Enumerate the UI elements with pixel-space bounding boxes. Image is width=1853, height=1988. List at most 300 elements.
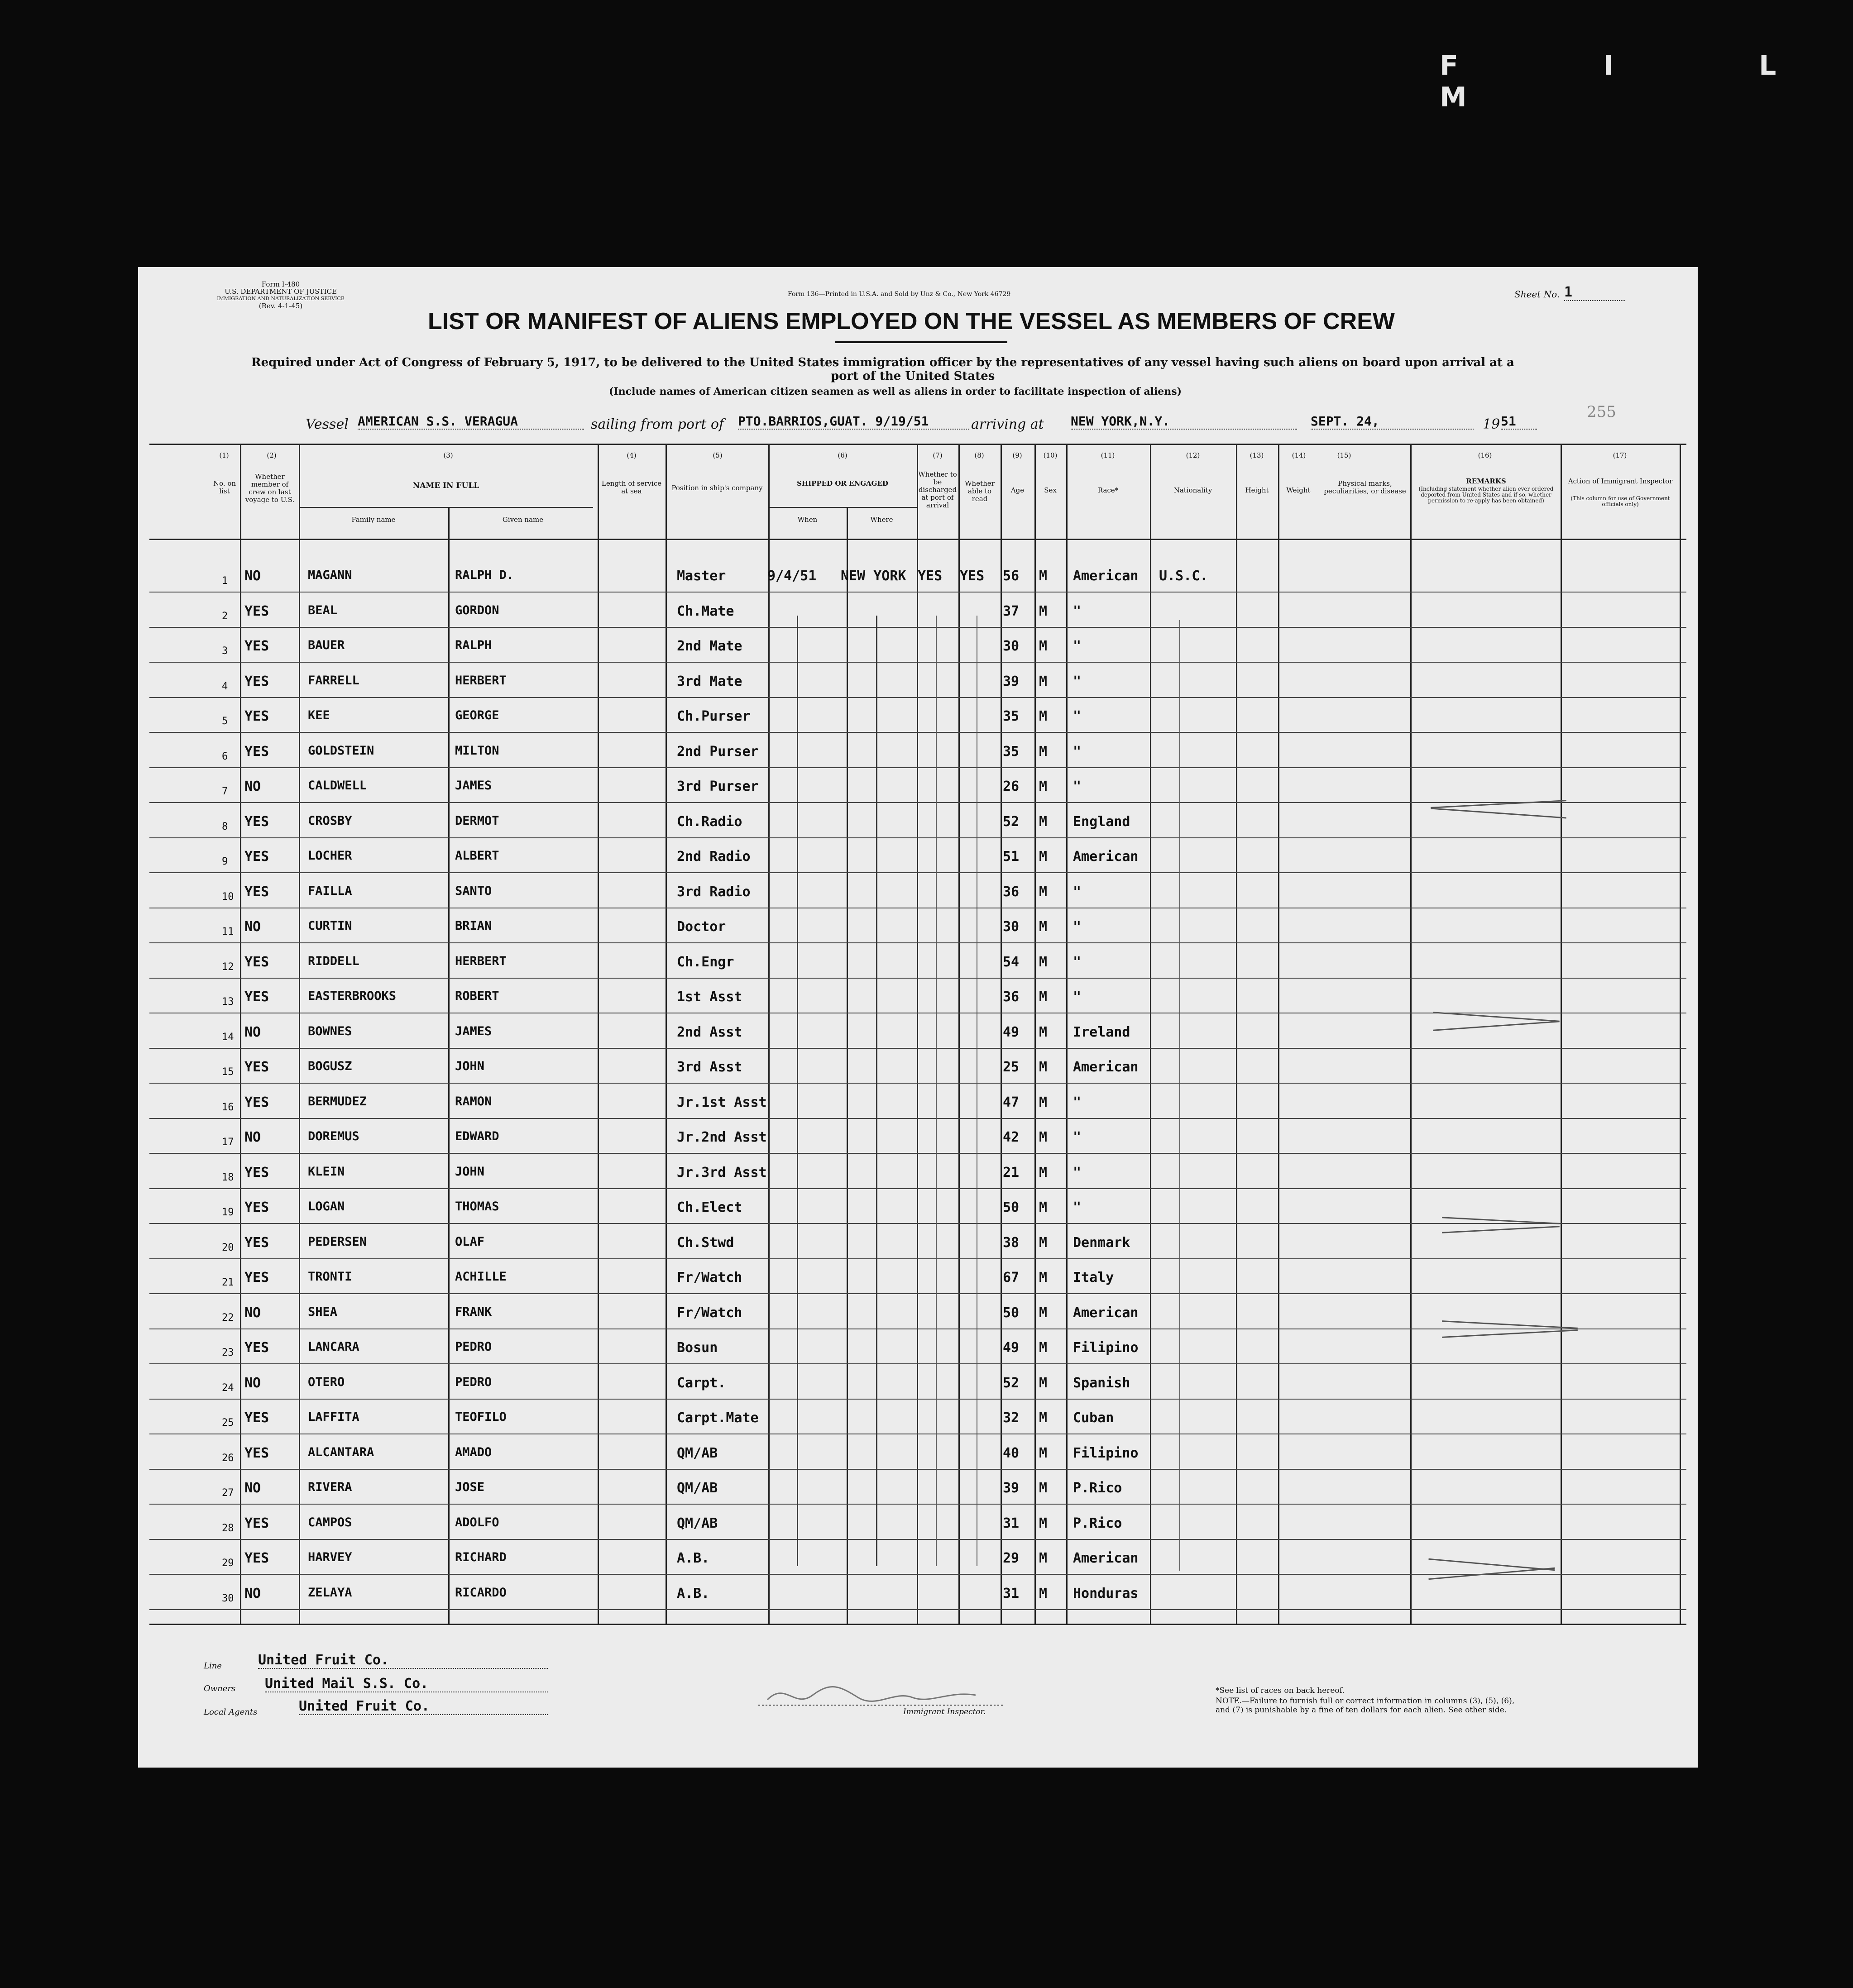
row-rule bbox=[149, 662, 1686, 663]
row-rule bbox=[149, 1504, 1686, 1505]
race-cell: " bbox=[1073, 884, 1082, 900]
header-given-name: Given name bbox=[502, 516, 544, 524]
family-name-cell: GOLDSTEIN bbox=[308, 743, 374, 758]
race-cell: " bbox=[1073, 1164, 1082, 1180]
line-value: United Fruit Co. bbox=[258, 1652, 548, 1669]
form-id-block bbox=[213, 281, 349, 310]
col-num-15: (15) bbox=[1337, 451, 1351, 459]
ditto-stroke bbox=[876, 616, 877, 1566]
age-cell: 39 bbox=[1003, 1480, 1020, 1496]
age-cell: 39 bbox=[1003, 673, 1020, 689]
col-divider bbox=[1066, 444, 1068, 1625]
race-cell: Filipino bbox=[1073, 1340, 1139, 1356]
crew-flag-cell: NO bbox=[244, 568, 261, 584]
row-rule bbox=[149, 1048, 1686, 1049]
row-rule bbox=[149, 1118, 1686, 1119]
family-name-cell: RIDDELL bbox=[308, 954, 359, 968]
given-name-cell: JOHN bbox=[455, 1059, 485, 1073]
arriving-port: NEW YORK,N.Y. bbox=[1071, 414, 1297, 430]
position-cell: QM/AB bbox=[677, 1515, 718, 1531]
service-name: IMMIGRATION AND NATURALIZATION SERVICE bbox=[217, 296, 345, 301]
given-name-cell: ROBERT bbox=[455, 989, 499, 1003]
header-name-in-full: NAME IN FULL bbox=[412, 481, 479, 490]
document-title: LIST OR MANIFEST OF ALIENS EMPLOYED ON THE VESSEL AS MEMBERS OF CREW bbox=[428, 308, 1395, 335]
age-cell: 49 bbox=[1003, 1024, 1020, 1040]
row-number: 25 bbox=[222, 1417, 234, 1429]
race-cell: P.Rico bbox=[1073, 1515, 1122, 1531]
family-name-cell: DOREMUS bbox=[308, 1129, 359, 1143]
position-cell: Ch.Radio bbox=[677, 813, 742, 830]
crew-flag-cell: YES bbox=[244, 1515, 269, 1531]
agents-label: Local Agents bbox=[204, 1707, 258, 1717]
race-cell: " bbox=[1073, 779, 1082, 794]
age-cell: 37 bbox=[1003, 603, 1020, 619]
col-num-2: (2) bbox=[267, 451, 277, 459]
row-number: 22 bbox=[222, 1312, 234, 1324]
position-cell: Fr/Watch bbox=[677, 1305, 742, 1321]
row-number: 26 bbox=[222, 1452, 234, 1464]
page-stamp: 255 bbox=[1587, 403, 1616, 421]
row-rule bbox=[149, 802, 1686, 803]
sex-cell: M bbox=[1039, 1480, 1048, 1496]
col-divider bbox=[1236, 444, 1237, 1625]
ditto-stroke bbox=[1179, 620, 1180, 1571]
race-cell: American bbox=[1073, 568, 1139, 584]
crew-flag-cell: YES bbox=[244, 1410, 269, 1426]
header-discharged: Whether to be discharged at port of arrival bbox=[918, 470, 957, 509]
family-name-cell: SHEA bbox=[308, 1305, 338, 1319]
row-number: 24 bbox=[222, 1382, 234, 1394]
crew-flag-cell: YES bbox=[244, 884, 269, 900]
col-num-13: (13) bbox=[1250, 451, 1264, 459]
age-cell: 67 bbox=[1003, 1270, 1020, 1286]
position-cell: Master bbox=[677, 568, 726, 584]
family-name-cell: BOWNES bbox=[308, 1024, 352, 1038]
age-cell: 21 bbox=[1003, 1164, 1020, 1180]
col-divider bbox=[917, 444, 918, 1625]
remark-scribble bbox=[1431, 808, 1566, 819]
position-cell: Bosun bbox=[677, 1340, 718, 1356]
ditto-stroke bbox=[936, 616, 937, 1566]
given-name-cell: DERMOT bbox=[455, 813, 499, 828]
position-cell: Ch.Stwd bbox=[677, 1234, 734, 1251]
row-rule bbox=[149, 1363, 1686, 1364]
given-name-cell: SANTO bbox=[455, 884, 492, 898]
age-cell: 51 bbox=[1003, 849, 1020, 865]
row-rule bbox=[149, 732, 1686, 733]
race-cell: " bbox=[1073, 1129, 1082, 1145]
position-cell: 3rd Mate bbox=[677, 673, 742, 689]
race-cell: " bbox=[1073, 603, 1082, 619]
age-cell: 56 bbox=[1003, 568, 1020, 584]
sex-cell: M bbox=[1039, 989, 1048, 1005]
row-number: 11 bbox=[222, 926, 234, 937]
age-cell: 29 bbox=[1003, 1550, 1020, 1566]
sex-cell: M bbox=[1039, 673, 1048, 689]
row-rule bbox=[149, 1399, 1686, 1400]
row-rule bbox=[149, 1258, 1686, 1259]
header-length-service: Length of service at sea bbox=[601, 479, 662, 495]
row-number: 23 bbox=[222, 1347, 234, 1358]
row-number: 28 bbox=[222, 1522, 234, 1534]
header-shipped: SHIPPED OR ENGAGED bbox=[797, 479, 888, 487]
age-cell: 31 bbox=[1003, 1515, 1020, 1531]
family-name-cell: CURTIN bbox=[308, 919, 352, 933]
position-cell: Carpt.Mate bbox=[677, 1410, 759, 1426]
crew-flag-cell: YES bbox=[244, 813, 269, 830]
row-rule bbox=[149, 592, 1686, 593]
col-divider bbox=[847, 507, 848, 1625]
age-cell: 36 bbox=[1003, 884, 1020, 900]
crew-flag-cell: YES bbox=[244, 849, 269, 865]
row-rule bbox=[149, 1574, 1686, 1575]
vessel-label: Vessel bbox=[306, 416, 349, 432]
row-rule bbox=[149, 1293, 1686, 1294]
col-num-16: (16) bbox=[1478, 451, 1492, 459]
race-cell: Spanish bbox=[1073, 1375, 1130, 1391]
race-cell: Italy bbox=[1073, 1270, 1114, 1286]
family-name-cell: OTERO bbox=[308, 1375, 345, 1389]
row-number: 4 bbox=[222, 680, 228, 692]
sex-cell: M bbox=[1039, 568, 1048, 584]
sex-cell: M bbox=[1039, 1270, 1048, 1286]
subtitle-act: Required under Act of Congress of February 5, 1917, to be delivered to the United States immigration officer by the representatives of any vessel having such aliens on board upon arrival at a bbox=[251, 356, 1514, 369]
crew-flag-cell: NO bbox=[244, 1585, 261, 1601]
race-cell: P.Rico bbox=[1073, 1480, 1122, 1496]
given-name-cell: HERBERT bbox=[455, 673, 507, 688]
sex-cell: M bbox=[1039, 708, 1048, 724]
sheet-number-value: 1 bbox=[1564, 284, 1625, 301]
races-note: *See list of races on back hereof. bbox=[1216, 1686, 1345, 1695]
col-divider bbox=[958, 444, 960, 1625]
able-read-cell: YES bbox=[960, 568, 985, 584]
header-physical: Physical marks, peculiarities, or disease bbox=[1324, 479, 1406, 495]
row-rule bbox=[149, 1188, 1686, 1189]
position-cell: Fr/Watch bbox=[677, 1270, 742, 1286]
given-name-cell: EDWARD bbox=[455, 1129, 499, 1143]
family-name-cell: LANCARA bbox=[308, 1340, 359, 1354]
race-cell: " bbox=[1073, 1094, 1082, 1110]
header-remarks: REMARKS bbox=[1466, 477, 1506, 485]
header-where: Where bbox=[870, 516, 893, 524]
owners-label: Owners bbox=[204, 1684, 236, 1693]
given-name-cell: JOSE bbox=[455, 1480, 485, 1494]
col-divider bbox=[1680, 444, 1681, 1625]
given-name-cell: GORDON bbox=[455, 603, 499, 617]
position-cell: 2nd Asst bbox=[677, 1024, 742, 1040]
sex-cell: M bbox=[1039, 743, 1048, 760]
sex-cell: M bbox=[1039, 1305, 1048, 1321]
family-name-cell: MAGANN bbox=[308, 568, 352, 582]
race-cell: Filipino bbox=[1073, 1445, 1139, 1461]
col-num-8: (8) bbox=[974, 451, 984, 459]
family-name-cell: ZELAYA bbox=[308, 1585, 352, 1600]
given-name-cell: RAMON bbox=[455, 1094, 492, 1109]
age-cell: 52 bbox=[1003, 813, 1020, 830]
sex-cell: M bbox=[1039, 1410, 1048, 1426]
crew-flag-cell: YES bbox=[244, 1164, 269, 1180]
col-num-9: (9) bbox=[1012, 451, 1022, 459]
age-cell: 52 bbox=[1003, 1375, 1020, 1391]
position-cell: 2nd Purser bbox=[677, 743, 759, 760]
race-cell: American bbox=[1073, 849, 1139, 865]
header-action-note: (This column for use of Government officials only) bbox=[1571, 495, 1670, 507]
race-cell: " bbox=[1073, 989, 1082, 1005]
col-divider bbox=[1410, 444, 1412, 1625]
given-name-cell: JAMES bbox=[455, 1024, 492, 1038]
arrival-date: SEPT. 24, bbox=[1311, 414, 1474, 430]
family-name-cell: RIVERA bbox=[308, 1480, 352, 1494]
col-num-7: (7) bbox=[933, 451, 943, 459]
row-rule bbox=[149, 1469, 1686, 1470]
header-no-on-list: No. on list bbox=[213, 479, 236, 495]
crew-flag-cell: NO bbox=[244, 779, 261, 794]
header-family-name: Family name bbox=[351, 516, 396, 524]
crew-flag-cell: YES bbox=[244, 638, 269, 654]
form-number: Form I-480 bbox=[261, 280, 300, 288]
row-number: 1 bbox=[222, 575, 228, 587]
film-strip-label: F I L M bbox=[1440, 50, 1844, 113]
given-name-cell: ADOLFO bbox=[455, 1515, 499, 1529]
race-cell: " bbox=[1073, 743, 1082, 760]
crew-flag-cell: YES bbox=[244, 1199, 269, 1215]
race-cell: Cuban bbox=[1073, 1410, 1114, 1426]
sailing-label: sailing from port of bbox=[591, 416, 724, 432]
form-revision: (Rev. 4-1-45) bbox=[259, 302, 303, 310]
sex-cell: M bbox=[1039, 849, 1048, 865]
sex-cell: M bbox=[1039, 1550, 1048, 1566]
race-cell: " bbox=[1073, 954, 1082, 970]
family-name-cell: BEAL bbox=[308, 603, 338, 617]
crew-flag-cell: NO bbox=[244, 1375, 261, 1391]
crew-flag-cell: YES bbox=[244, 1550, 269, 1566]
sheet-number-label: Sheet No. bbox=[1514, 289, 1560, 300]
age-cell: 42 bbox=[1003, 1129, 1020, 1145]
crew-flag-cell: YES bbox=[244, 954, 269, 970]
sex-cell: M bbox=[1039, 1445, 1048, 1461]
age-cell: 36 bbox=[1003, 989, 1020, 1005]
penalty-note: NOTE.—Failure to furnish full or correct information in columns (3), (5), (6), and (7) is punishable by a fine of ten dollars for each alien. See other side. bbox=[1216, 1696, 1515, 1715]
given-name-cell: OLAF bbox=[455, 1234, 485, 1249]
line-label: Line bbox=[204, 1661, 222, 1671]
row-number: 18 bbox=[222, 1171, 234, 1183]
agents-value: United Fruit Co. bbox=[299, 1698, 548, 1715]
race-cell: " bbox=[1073, 638, 1082, 654]
row-number: 5 bbox=[222, 716, 228, 727]
position-cell: 2nd Mate bbox=[677, 638, 742, 654]
row-number: 27 bbox=[222, 1487, 234, 1499]
header-nationality: Nationality bbox=[1173, 486, 1212, 494]
row-rule bbox=[149, 978, 1686, 979]
crew-flag-cell: YES bbox=[244, 673, 269, 689]
crew-flag-cell: YES bbox=[244, 989, 269, 1005]
remark-scribble bbox=[1442, 1226, 1560, 1233]
subtitle-port: port of the United States bbox=[831, 369, 995, 383]
family-name-cell: BAUER bbox=[308, 638, 345, 652]
col-divider bbox=[598, 444, 599, 1625]
remark-scribble bbox=[1431, 800, 1566, 808]
header-race: Race* bbox=[1097, 486, 1119, 494]
age-cell: 49 bbox=[1003, 1340, 1020, 1356]
given-name-cell: GEORGE bbox=[455, 708, 499, 722]
row-number: 6 bbox=[222, 750, 228, 762]
col-divider bbox=[1034, 444, 1036, 1625]
sex-cell: M bbox=[1039, 1164, 1048, 1180]
shipped-subheader-rule bbox=[768, 507, 917, 508]
crew-flag-cell: YES bbox=[244, 1059, 269, 1075]
family-name-cell: KLEIN bbox=[308, 1164, 345, 1179]
header-remarks-note: (Including statement whether alien ever ordered deported from United States and if so, whether permission to re-apply has been obtained) bbox=[1418, 486, 1554, 504]
age-cell: 54 bbox=[1003, 954, 1020, 970]
row-number: 29 bbox=[222, 1558, 234, 1569]
race-cell: " bbox=[1073, 919, 1082, 935]
age-cell: 50 bbox=[1003, 1305, 1020, 1321]
given-name-cell: TEOFILO bbox=[455, 1410, 507, 1424]
col-divider bbox=[240, 444, 241, 1625]
sex-cell: M bbox=[1039, 1515, 1048, 1531]
position-cell: Ch.Engr bbox=[677, 954, 734, 970]
col-divider bbox=[768, 444, 770, 1625]
row-number: 7 bbox=[222, 786, 228, 797]
arriving-label: arriving at bbox=[971, 416, 1044, 432]
row-number: 2 bbox=[222, 610, 228, 622]
given-name-cell: RALPH D. bbox=[455, 568, 514, 582]
col-divider bbox=[1001, 444, 1002, 1625]
sex-cell: M bbox=[1039, 884, 1048, 900]
row-number: 19 bbox=[222, 1207, 234, 1218]
crew-flag-cell: NO bbox=[244, 919, 261, 935]
manifest-sheet bbox=[138, 267, 1698, 1768]
remark-scribble bbox=[1433, 1021, 1560, 1031]
row-number: 12 bbox=[222, 961, 234, 973]
row-rule bbox=[149, 697, 1686, 698]
age-cell: 32 bbox=[1003, 1410, 1020, 1426]
age-cell: 47 bbox=[1003, 1094, 1020, 1110]
family-name-cell: TRONTI bbox=[308, 1270, 352, 1284]
given-name-cell: THOMAS bbox=[455, 1199, 499, 1214]
row-rule bbox=[149, 837, 1686, 838]
race-cell: American bbox=[1073, 1550, 1139, 1566]
subtitle-include: (Include names of American citizen seamen as well as aliens in order to facilitate inspection of aliens) bbox=[609, 386, 1182, 397]
age-cell: 35 bbox=[1003, 708, 1020, 724]
age-cell: 31 bbox=[1003, 1585, 1020, 1601]
sex-cell: M bbox=[1039, 1340, 1048, 1356]
sailing-port: PTO.BARRIOS,GUAT. 9/19/51 bbox=[738, 414, 969, 430]
position-cell: 3rd Radio bbox=[677, 884, 751, 900]
family-name-cell: PEDERSEN bbox=[308, 1234, 367, 1249]
sex-cell: M bbox=[1039, 638, 1048, 654]
race-cell: Honduras bbox=[1073, 1585, 1139, 1601]
col-divider bbox=[299, 444, 300, 1625]
row-rule bbox=[149, 1083, 1686, 1084]
row-rule bbox=[149, 942, 1686, 943]
sex-cell: M bbox=[1039, 1129, 1048, 1145]
row-number: 17 bbox=[222, 1137, 234, 1148]
crew-flag-cell: NO bbox=[244, 1129, 261, 1145]
given-name-cell: JOHN bbox=[455, 1164, 485, 1179]
given-name-cell: ACHILLE bbox=[455, 1270, 507, 1284]
col-divider bbox=[1561, 444, 1562, 1625]
race-cell: England bbox=[1073, 813, 1130, 830]
given-name-cell: JAMES bbox=[455, 779, 492, 793]
row-number: 8 bbox=[222, 821, 228, 832]
age-cell: 35 bbox=[1003, 743, 1020, 760]
given-name-cell: PEDRO bbox=[455, 1340, 492, 1354]
race-cell: Ireland bbox=[1073, 1024, 1130, 1040]
sex-cell: M bbox=[1039, 919, 1048, 935]
crew-flag-cell: YES bbox=[244, 743, 269, 760]
header-height: Height bbox=[1245, 486, 1269, 494]
col-divider bbox=[1278, 444, 1279, 1625]
col-divider bbox=[448, 507, 450, 1625]
family-name-cell: KEE bbox=[308, 708, 330, 722]
sex-cell: M bbox=[1039, 1094, 1048, 1110]
col-num-4: (4) bbox=[627, 451, 637, 459]
owners-value: United Mail S.S. Co. bbox=[265, 1676, 548, 1692]
crew-flag-cell: YES bbox=[244, 603, 269, 619]
crew-flag-cell: YES bbox=[244, 1234, 269, 1251]
family-name-cell: LAFFITA bbox=[308, 1410, 359, 1424]
nationality-cell: U.S.C. bbox=[1159, 568, 1208, 584]
col-num-12: (12) bbox=[1186, 451, 1200, 459]
row-number: 30 bbox=[222, 1592, 234, 1604]
header-whether-crew: Whether member of crew on last voyage to U.S. bbox=[245, 473, 295, 504]
position-cell: 1st Asst bbox=[677, 989, 742, 1005]
row-number: 3 bbox=[222, 645, 228, 657]
family-name-cell: FAILLA bbox=[308, 884, 352, 898]
crew-flag-cell: NO bbox=[244, 1305, 261, 1321]
row-number: 15 bbox=[222, 1066, 234, 1078]
race-cell: " bbox=[1073, 708, 1082, 724]
crew-flag-cell: YES bbox=[244, 1445, 269, 1461]
position-cell: QM/AB bbox=[677, 1480, 718, 1496]
position-cell: A.B. bbox=[677, 1585, 710, 1601]
remark-scribble bbox=[1442, 1320, 1578, 1329]
name-subheader-rule bbox=[299, 507, 593, 508]
crew-flag-cell: YES bbox=[244, 708, 269, 724]
position-cell: A.B. bbox=[677, 1550, 710, 1566]
family-name-cell: LOGAN bbox=[308, 1199, 345, 1214]
discharged-cell: YES bbox=[918, 568, 943, 584]
department-name: U.S. DEPARTMENT OF JUSTICE bbox=[225, 287, 337, 296]
position-cell: 2nd Radio bbox=[677, 849, 751, 865]
given-name-cell: ALBERT bbox=[455, 849, 499, 863]
row-number: 16 bbox=[222, 1101, 234, 1113]
row-rule bbox=[149, 627, 1686, 628]
shipped-when-cell: 9/4/51 bbox=[767, 568, 817, 584]
position-cell: Ch.Elect bbox=[677, 1199, 742, 1215]
sex-cell: M bbox=[1039, 1199, 1048, 1215]
age-cell: 25 bbox=[1003, 1059, 1020, 1075]
row-number: 13 bbox=[222, 996, 234, 1008]
family-name-cell: LOCHER bbox=[308, 849, 352, 863]
row-number: 21 bbox=[222, 1277, 234, 1288]
age-cell: 26 bbox=[1003, 779, 1020, 794]
col-num-1: (1) bbox=[219, 451, 229, 459]
given-name-cell: HERBERT bbox=[455, 954, 507, 968]
printer-line: Form 136—Printed in U.S.A. and Sold by Unz & Co., New York 46729 bbox=[788, 291, 1011, 298]
position-cell: 3rd Asst bbox=[677, 1059, 742, 1075]
given-name-cell: MILTON bbox=[455, 743, 499, 758]
header-when: When bbox=[797, 516, 818, 524]
position-cell: Ch.Mate bbox=[677, 603, 734, 619]
family-name-cell: ALCANTARA bbox=[308, 1445, 374, 1459]
header-age: Age bbox=[1010, 486, 1025, 494]
race-cell: " bbox=[1073, 1199, 1082, 1215]
row-number: 20 bbox=[222, 1242, 234, 1253]
family-name-cell: CROSBY bbox=[308, 813, 352, 828]
sex-cell: M bbox=[1039, 1375, 1048, 1391]
